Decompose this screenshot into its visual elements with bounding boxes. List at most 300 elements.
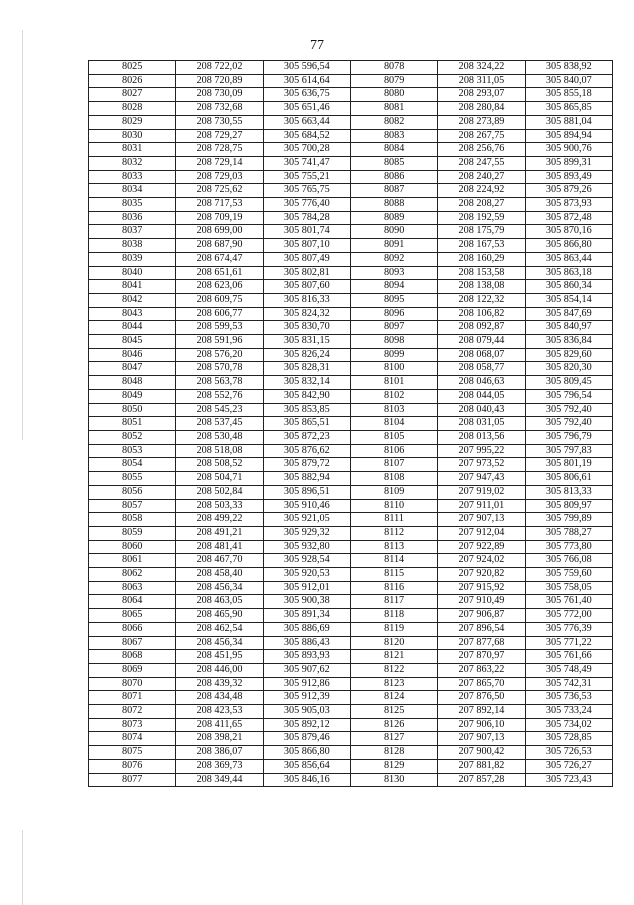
point-number-cell: 8068 (89, 650, 176, 664)
table-row (89, 568, 613, 582)
x-coordinate-cell: 208 068,07 (438, 348, 525, 362)
point-number-cell: 8125 (350, 705, 437, 719)
y-coordinate-cell: 305 807,60 (263, 280, 350, 294)
point-number-cell: 8100 (350, 362, 437, 376)
point-number-cell: 8062 (89, 568, 176, 582)
table-row (89, 348, 613, 362)
y-coordinate-cell: 305 766,08 (525, 554, 612, 568)
point-number-cell: 8030 (89, 129, 176, 143)
point-number-cell: 8075 (89, 746, 176, 760)
x-coordinate-cell: 208 518,08 (176, 444, 263, 458)
point-number-cell: 8071 (89, 691, 176, 705)
y-coordinate-cell: 305 799,89 (525, 513, 612, 527)
x-coordinate-cell: 207 906,87 (438, 609, 525, 623)
x-coordinate-cell: 207 896,54 (438, 622, 525, 636)
point-number-cell: 8048 (89, 376, 176, 390)
point-number-cell: 8067 (89, 636, 176, 650)
y-coordinate-cell: 305 792,40 (525, 417, 612, 431)
y-coordinate-cell: 305 912,39 (263, 691, 350, 705)
point-number-cell: 8064 (89, 595, 176, 609)
table-row (89, 321, 613, 335)
y-coordinate-cell: 305 920,53 (263, 568, 350, 582)
x-coordinate-cell: 207 995,22 (438, 444, 525, 458)
point-number-cell: 8099 (350, 348, 437, 362)
y-coordinate-cell: 305 863,44 (525, 252, 612, 266)
x-coordinate-cell: 208 224,92 (438, 184, 525, 198)
y-coordinate-cell: 305 828,31 (263, 362, 350, 376)
x-coordinate-cell: 208 398,21 (176, 732, 263, 746)
table-row (89, 705, 613, 719)
y-coordinate-cell: 305 846,16 (263, 773, 350, 787)
table-row (89, 718, 613, 732)
table-row (89, 526, 613, 540)
table-row (89, 499, 613, 513)
x-coordinate-cell: 208 311,05 (438, 74, 525, 88)
point-number-cell: 8118 (350, 609, 437, 623)
point-number-cell: 8060 (89, 540, 176, 554)
point-number-cell: 8114 (350, 554, 437, 568)
point-number-cell: 8056 (89, 485, 176, 499)
point-number-cell: 8120 (350, 636, 437, 650)
x-coordinate-cell: 207 911,01 (438, 499, 525, 513)
table-row (89, 746, 613, 760)
point-number-cell: 8084 (350, 143, 437, 157)
y-coordinate-cell: 305 855,18 (525, 88, 612, 102)
table-row (89, 622, 613, 636)
y-coordinate-cell: 305 755,21 (263, 170, 350, 184)
x-coordinate-cell: 208 502,84 (176, 485, 263, 499)
x-coordinate-cell: 208 349,44 (176, 773, 263, 787)
x-coordinate-cell: 208 729,14 (176, 156, 263, 170)
y-coordinate-cell: 305 733,24 (525, 705, 612, 719)
y-coordinate-cell: 305 892,12 (263, 718, 350, 732)
x-coordinate-cell: 208 709,19 (176, 211, 263, 225)
point-number-cell: 8127 (350, 732, 437, 746)
x-coordinate-cell: 207 907,13 (438, 732, 525, 746)
point-number-cell: 8035 (89, 198, 176, 212)
x-coordinate-cell: 208 175,79 (438, 225, 525, 239)
y-coordinate-cell: 305 932,80 (263, 540, 350, 554)
x-coordinate-cell: 208 044,05 (438, 389, 525, 403)
y-coordinate-cell: 305 788,27 (525, 526, 612, 540)
x-coordinate-cell: 208 570,78 (176, 362, 263, 376)
point-number-cell: 8061 (89, 554, 176, 568)
point-number-cell: 8105 (350, 430, 437, 444)
y-coordinate-cell: 305 929,32 (263, 526, 350, 540)
point-number-cell: 8078 (350, 61, 437, 75)
y-coordinate-cell: 305 824,32 (263, 307, 350, 321)
y-coordinate-cell: 305 853,85 (263, 403, 350, 417)
y-coordinate-cell: 305 809,97 (525, 499, 612, 513)
x-coordinate-cell: 208 729,27 (176, 129, 263, 143)
x-coordinate-cell: 208 537,45 (176, 417, 263, 431)
y-coordinate-cell: 305 809,45 (525, 376, 612, 390)
point-number-cell: 8091 (350, 239, 437, 253)
point-number-cell: 8053 (89, 444, 176, 458)
y-coordinate-cell: 305 813,33 (525, 485, 612, 499)
y-coordinate-cell: 305 866,80 (525, 239, 612, 253)
table-row (89, 225, 613, 239)
y-coordinate-cell: 305 801,74 (263, 225, 350, 239)
x-coordinate-cell: 207 876,50 (438, 691, 525, 705)
page-number: 77 (310, 38, 324, 53)
point-number-cell: 8080 (350, 88, 437, 102)
table-row (89, 293, 613, 307)
table-row (89, 458, 613, 472)
point-number-cell: 8051 (89, 417, 176, 431)
table-row (89, 198, 613, 212)
x-coordinate-cell: 208 503,33 (176, 499, 263, 513)
table-row (89, 335, 613, 349)
x-coordinate-cell: 208 092,87 (438, 321, 525, 335)
x-coordinate-cell: 208 293,07 (438, 88, 525, 102)
y-coordinate-cell: 305 831,15 (263, 335, 350, 349)
y-coordinate-cell: 305 905,03 (263, 705, 350, 719)
point-number-cell: 8110 (350, 499, 437, 513)
y-coordinate-cell: 305 772,00 (525, 609, 612, 623)
x-coordinate-cell: 208 106,82 (438, 307, 525, 321)
point-number-cell: 8095 (350, 293, 437, 307)
y-coordinate-cell: 305 866,80 (263, 746, 350, 760)
y-coordinate-cell: 305 796,79 (525, 430, 612, 444)
point-number-cell: 8047 (89, 362, 176, 376)
point-number-cell: 8033 (89, 170, 176, 184)
point-number-cell: 8109 (350, 485, 437, 499)
y-coordinate-cell: 305 663,44 (263, 115, 350, 129)
x-coordinate-cell: 208 423,53 (176, 705, 263, 719)
x-coordinate-cell: 208 591,96 (176, 335, 263, 349)
point-number-cell: 8032 (89, 156, 176, 170)
x-coordinate-cell: 208 013,56 (438, 430, 525, 444)
table-row (89, 650, 613, 664)
y-coordinate-cell: 305 776,40 (263, 198, 350, 212)
point-number-cell: 8038 (89, 239, 176, 253)
point-number-cell: 8124 (350, 691, 437, 705)
x-coordinate-cell: 208 687,90 (176, 239, 263, 253)
point-number-cell: 8040 (89, 266, 176, 280)
point-number-cell: 8081 (350, 102, 437, 116)
y-coordinate-cell: 305 765,75 (263, 184, 350, 198)
table-row (89, 102, 613, 116)
table-row (89, 376, 613, 390)
y-coordinate-cell: 305 891,34 (263, 609, 350, 623)
point-number-cell: 8044 (89, 321, 176, 335)
y-coordinate-cell: 305 758,05 (525, 581, 612, 595)
table-row (89, 280, 613, 294)
table-row (89, 540, 613, 554)
point-number-cell: 8112 (350, 526, 437, 540)
x-coordinate-cell: 208 504,71 (176, 472, 263, 486)
y-coordinate-cell: 305 771,22 (525, 636, 612, 650)
point-number-cell: 8057 (89, 499, 176, 513)
point-number-cell: 8086 (350, 170, 437, 184)
x-coordinate-cell: 208 717,53 (176, 198, 263, 212)
point-number-cell: 8085 (350, 156, 437, 170)
y-coordinate-cell: 305 860,34 (525, 280, 612, 294)
y-coordinate-cell: 305 873,93 (525, 198, 612, 212)
x-coordinate-cell: 208 192,59 (438, 211, 525, 225)
y-coordinate-cell: 305 723,43 (525, 773, 612, 787)
point-number-cell: 8026 (89, 74, 176, 88)
x-coordinate-cell: 208 530,48 (176, 430, 263, 444)
y-coordinate-cell: 305 847,69 (525, 307, 612, 321)
y-coordinate-cell: 305 899,31 (525, 156, 612, 170)
point-number-cell: 8082 (350, 115, 437, 129)
x-coordinate-cell: 208 508,52 (176, 458, 263, 472)
x-coordinate-cell: 207 973,52 (438, 458, 525, 472)
table-row (89, 636, 613, 650)
x-coordinate-cell: 208 467,70 (176, 554, 263, 568)
y-coordinate-cell: 305 879,26 (525, 184, 612, 198)
x-coordinate-cell: 208 720,89 (176, 74, 263, 88)
table-row (89, 88, 613, 102)
point-number-cell: 8129 (350, 759, 437, 773)
point-number-cell: 8039 (89, 252, 176, 266)
point-number-cell: 8097 (350, 321, 437, 335)
x-coordinate-cell: 208 462,54 (176, 622, 263, 636)
y-coordinate-cell: 305 826,24 (263, 348, 350, 362)
y-coordinate-cell: 305 726,53 (525, 746, 612, 760)
y-coordinate-cell: 305 900,38 (263, 595, 350, 609)
y-coordinate-cell: 305 797,83 (525, 444, 612, 458)
point-number-cell: 8123 (350, 677, 437, 691)
coordinates-table-body (89, 61, 613, 787)
x-coordinate-cell: 208 386,07 (176, 746, 263, 760)
point-number-cell: 8050 (89, 403, 176, 417)
y-coordinate-cell: 305 802,81 (263, 266, 350, 280)
point-number-cell: 8101 (350, 376, 437, 390)
x-coordinate-cell: 208 458,40 (176, 568, 263, 582)
y-coordinate-cell: 305 893,93 (263, 650, 350, 664)
point-number-cell: 8128 (350, 746, 437, 760)
point-number-cell: 8115 (350, 568, 437, 582)
y-coordinate-cell: 305 865,85 (525, 102, 612, 116)
x-coordinate-cell: 208 122,32 (438, 293, 525, 307)
x-coordinate-cell: 208 730,55 (176, 115, 263, 129)
point-number-cell: 8046 (89, 348, 176, 362)
x-coordinate-cell: 208 446,00 (176, 663, 263, 677)
x-coordinate-cell: 208 256,76 (438, 143, 525, 157)
y-coordinate-cell: 305 872,48 (525, 211, 612, 225)
y-coordinate-cell: 305 792,40 (525, 403, 612, 417)
x-coordinate-cell: 208 046,63 (438, 376, 525, 390)
table-row (89, 389, 613, 403)
point-number-cell: 8066 (89, 622, 176, 636)
x-coordinate-cell: 208 674,47 (176, 252, 263, 266)
table-row (89, 211, 613, 225)
x-coordinate-cell: 208 058,77 (438, 362, 525, 376)
x-coordinate-cell: 207 870,97 (438, 650, 525, 664)
x-coordinate-cell: 208 545,23 (176, 403, 263, 417)
y-coordinate-cell: 305 910,46 (263, 499, 350, 513)
table-row (89, 417, 613, 431)
point-number-cell: 8025 (89, 61, 176, 75)
x-coordinate-cell: 208 324,22 (438, 61, 525, 75)
table-row (89, 170, 613, 184)
y-coordinate-cell: 305 900,76 (525, 143, 612, 157)
x-coordinate-cell: 208 563,78 (176, 376, 263, 390)
y-coordinate-cell: 305 912,86 (263, 677, 350, 691)
x-coordinate-cell: 208 552,76 (176, 389, 263, 403)
x-coordinate-cell: 207 857,28 (438, 773, 525, 787)
x-coordinate-cell: 208 240,27 (438, 170, 525, 184)
point-number-cell: 8052 (89, 430, 176, 444)
point-number-cell: 8089 (350, 211, 437, 225)
x-coordinate-cell: 207 877,68 (438, 636, 525, 650)
x-coordinate-cell: 208 167,53 (438, 239, 525, 253)
x-coordinate-cell: 207 863,22 (438, 663, 525, 677)
point-number-cell: 8090 (350, 225, 437, 239)
point-number-cell: 8121 (350, 650, 437, 664)
table-row (89, 430, 613, 444)
table-row (89, 554, 613, 568)
table-row (89, 266, 613, 280)
x-coordinate-cell: 208 606,77 (176, 307, 263, 321)
y-coordinate-cell: 305 854,14 (525, 293, 612, 307)
point-number-cell: 8087 (350, 184, 437, 198)
y-coordinate-cell: 305 700,28 (263, 143, 350, 157)
y-coordinate-cell: 305 882,94 (263, 472, 350, 486)
x-coordinate-cell: 208 247,55 (438, 156, 525, 170)
y-coordinate-cell: 305 840,07 (525, 74, 612, 88)
point-number-cell: 8126 (350, 718, 437, 732)
x-coordinate-cell: 207 919,02 (438, 485, 525, 499)
y-coordinate-cell: 305 870,16 (525, 225, 612, 239)
y-coordinate-cell: 305 816,33 (263, 293, 350, 307)
table-row (89, 472, 613, 486)
table-row (89, 485, 613, 499)
table-row (89, 74, 613, 88)
x-coordinate-cell: 208 138,08 (438, 280, 525, 294)
x-coordinate-cell: 207 906,10 (438, 718, 525, 732)
coordinates-table (88, 60, 613, 787)
x-coordinate-cell: 208 456,34 (176, 636, 263, 650)
x-coordinate-cell: 207 915,92 (438, 581, 525, 595)
scan-margin-line (22, 830, 23, 905)
x-coordinate-cell: 208 463,05 (176, 595, 263, 609)
point-number-cell: 8072 (89, 705, 176, 719)
y-coordinate-cell: 305 820,30 (525, 362, 612, 376)
y-coordinate-cell: 305 836,84 (525, 335, 612, 349)
y-coordinate-cell: 305 761,66 (525, 650, 612, 664)
x-coordinate-cell: 207 881,82 (438, 759, 525, 773)
point-number-cell: 8130 (350, 773, 437, 787)
point-number-cell: 8116 (350, 581, 437, 595)
x-coordinate-cell: 208 491,21 (176, 526, 263, 540)
table-row (89, 691, 613, 705)
y-coordinate-cell: 305 728,85 (525, 732, 612, 746)
table-row (89, 609, 613, 623)
point-number-cell: 8045 (89, 335, 176, 349)
y-coordinate-cell: 305 886,69 (263, 622, 350, 636)
point-number-cell: 8122 (350, 663, 437, 677)
table-row (89, 143, 613, 157)
y-coordinate-cell: 305 832,14 (263, 376, 350, 390)
y-coordinate-cell: 305 907,62 (263, 663, 350, 677)
table-row (89, 156, 613, 170)
x-coordinate-cell: 208 439,32 (176, 677, 263, 691)
point-number-cell: 8088 (350, 198, 437, 212)
y-coordinate-cell: 305 742,31 (525, 677, 612, 691)
point-number-cell: 8036 (89, 211, 176, 225)
point-number-cell: 8059 (89, 526, 176, 540)
y-coordinate-cell: 305 748,49 (525, 663, 612, 677)
y-coordinate-cell: 305 776,39 (525, 622, 612, 636)
x-coordinate-cell: 208 732,68 (176, 102, 263, 116)
point-number-cell: 8119 (350, 622, 437, 636)
point-number-cell: 8063 (89, 581, 176, 595)
x-coordinate-cell: 207 892,14 (438, 705, 525, 719)
table-row (89, 773, 613, 787)
table-row (89, 307, 613, 321)
point-number-cell: 8076 (89, 759, 176, 773)
table-row (89, 61, 613, 75)
y-coordinate-cell: 305 807,49 (263, 252, 350, 266)
x-coordinate-cell: 208 369,73 (176, 759, 263, 773)
table-row (89, 595, 613, 609)
x-coordinate-cell: 208 411,65 (176, 718, 263, 732)
x-coordinate-cell: 207 912,04 (438, 526, 525, 540)
point-number-cell: 8031 (89, 143, 176, 157)
point-number-cell: 8055 (89, 472, 176, 486)
x-coordinate-cell: 208 280,84 (438, 102, 525, 116)
table-row (89, 513, 613, 527)
y-coordinate-cell: 305 830,70 (263, 321, 350, 335)
y-coordinate-cell: 305 881,04 (525, 115, 612, 129)
y-coordinate-cell: 305 921,05 (263, 513, 350, 527)
x-coordinate-cell: 208 623,06 (176, 280, 263, 294)
table-row (89, 663, 613, 677)
x-coordinate-cell: 207 865,70 (438, 677, 525, 691)
point-number-cell: 8069 (89, 663, 176, 677)
y-coordinate-cell: 305 807,10 (263, 239, 350, 253)
y-coordinate-cell: 305 893,49 (525, 170, 612, 184)
table-row (89, 184, 613, 198)
x-coordinate-cell: 208 499,22 (176, 513, 263, 527)
point-number-cell: 8028 (89, 102, 176, 116)
point-number-cell: 8094 (350, 280, 437, 294)
y-coordinate-cell: 305 856,64 (263, 759, 350, 773)
x-coordinate-cell: 208 481,41 (176, 540, 263, 554)
y-coordinate-cell: 305 773,80 (525, 540, 612, 554)
x-coordinate-cell: 208 728,75 (176, 143, 263, 157)
y-coordinate-cell: 305 928,54 (263, 554, 350, 568)
point-number-cell: 8106 (350, 444, 437, 458)
y-coordinate-cell: 305 784,28 (263, 211, 350, 225)
point-number-cell: 8102 (350, 389, 437, 403)
point-number-cell: 8043 (89, 307, 176, 321)
point-number-cell: 8107 (350, 458, 437, 472)
point-number-cell: 8042 (89, 293, 176, 307)
table-row (89, 115, 613, 129)
y-coordinate-cell: 305 829,60 (525, 348, 612, 362)
point-number-cell: 8104 (350, 417, 437, 431)
x-coordinate-cell: 208 699,00 (176, 225, 263, 239)
y-coordinate-cell: 305 886,43 (263, 636, 350, 650)
y-coordinate-cell: 305 872,23 (263, 430, 350, 444)
table-row (89, 362, 613, 376)
x-coordinate-cell: 207 947,43 (438, 472, 525, 486)
x-coordinate-cell: 207 922,89 (438, 540, 525, 554)
x-coordinate-cell: 208 208,27 (438, 198, 525, 212)
x-coordinate-cell: 207 910,49 (438, 595, 525, 609)
point-number-cell: 8098 (350, 335, 437, 349)
x-coordinate-cell: 208 434,48 (176, 691, 263, 705)
y-coordinate-cell: 305 596,54 (263, 61, 350, 75)
y-coordinate-cell: 305 896,51 (263, 485, 350, 499)
table-row (89, 732, 613, 746)
scan-margin-line (22, 30, 23, 440)
